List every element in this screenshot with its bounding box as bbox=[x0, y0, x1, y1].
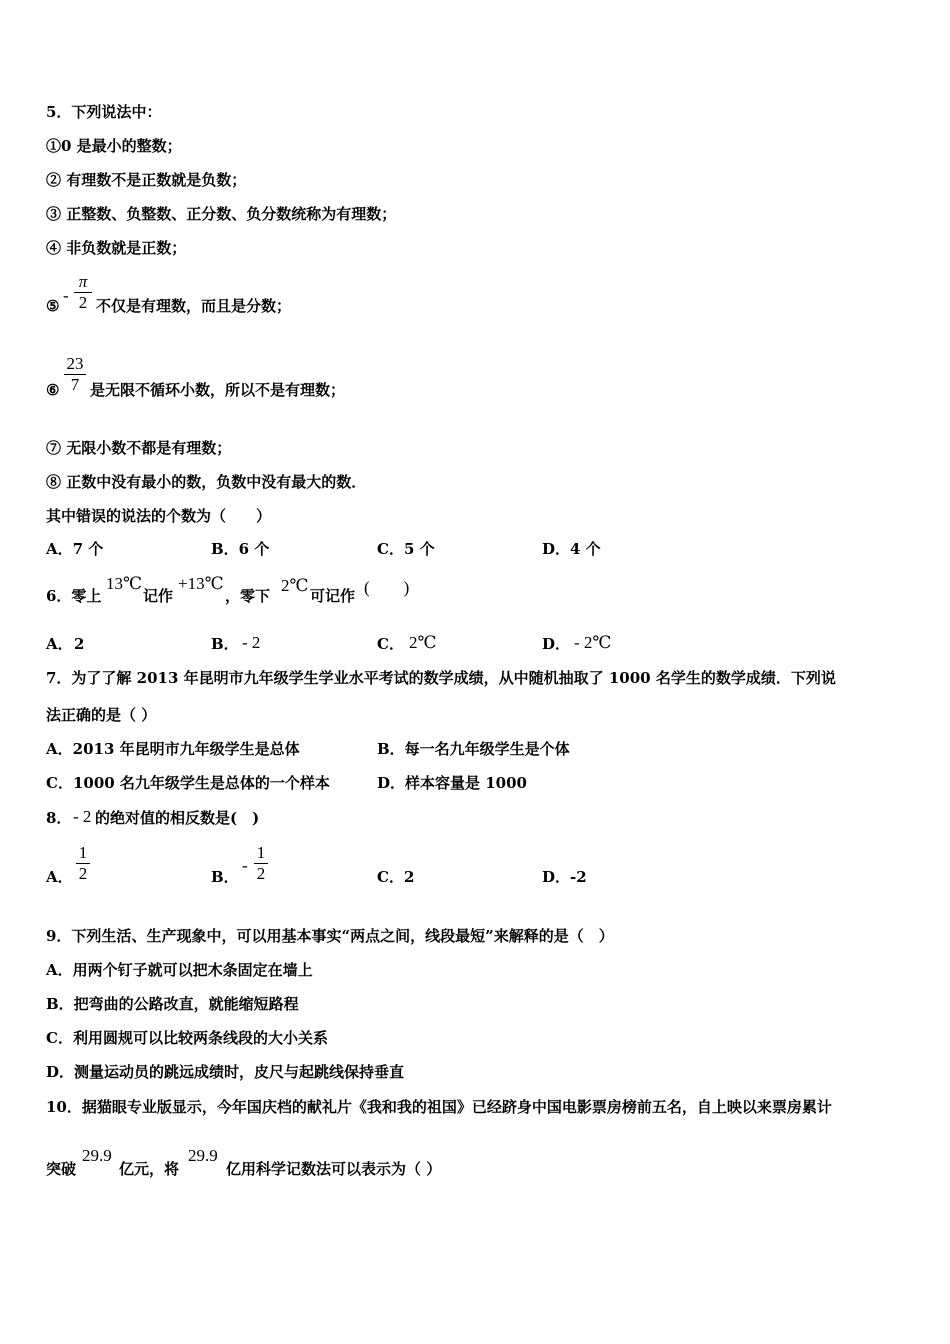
q5-ask: 其中错误的说法的个数为（ ） bbox=[46, 507, 272, 525]
q6-stem-part-3: ，零下 bbox=[225, 587, 271, 605]
q5-statement-5-text: 不仅是有理数，而且是分数； bbox=[96, 297, 292, 315]
q8-option-b-minus: - bbox=[242, 856, 248, 875]
q6-value-1: 13℃ bbox=[106, 574, 143, 593]
q5-stem: 5．下列说法中： bbox=[46, 103, 162, 121]
q5-statement-6-text: 是无限不循环小数，所以不是有理数； bbox=[90, 381, 346, 399]
q5-option-a: A．7 个 bbox=[46, 540, 104, 558]
q5-s6-numerator: 23 bbox=[66, 354, 84, 373]
q8-b-numerator: 1 bbox=[256, 843, 266, 862]
q10-stem-part-3: 亿用科学记数法可以表示为（ ） bbox=[226, 1160, 442, 1178]
q8-value: - 2 bbox=[73, 807, 92, 826]
q5-s6-denominator: 7 bbox=[70, 375, 80, 394]
q10-value-2: 29.9 bbox=[188, 1146, 218, 1165]
q10-value-1: 29.9 bbox=[82, 1146, 112, 1165]
q8-a-denominator: 2 bbox=[78, 864, 88, 883]
q7-stem-line-1: 7．为了了解 2013 年昆明市九年级学生学业水平考试的数学成绩，从中随机抽取了 1000 名学生的数学成绩．下列说 bbox=[46, 669, 836, 687]
q8-option-d: D．-2 bbox=[542, 868, 587, 886]
q5-option-d: D．4 个 bbox=[542, 540, 601, 558]
q6-option-a-value: 2 bbox=[74, 635, 85, 653]
q8-a-numerator: 1 bbox=[78, 843, 88, 862]
q5-s6-fraction bbox=[64, 354, 86, 395]
q8-option-b-fraction bbox=[254, 843, 268, 884]
q9-option-d: D．测量运动员的跳远成绩时，皮尺与起跳线保持垂直 bbox=[46, 1063, 405, 1081]
q6-stem-part-4: 可记作 bbox=[310, 587, 356, 605]
q5-statement-8: ⑧ 正数中没有最小的数，负数中没有最大的数． bbox=[46, 473, 367, 491]
q6-stem-part-2: 记作 bbox=[143, 587, 174, 605]
q5-option-b: B．6 个 bbox=[211, 540, 270, 558]
q6-option-b-label: B． bbox=[211, 635, 239, 653]
q8-stem-part-1: 8． bbox=[46, 809, 72, 827]
q5-s5-minus: - bbox=[63, 286, 69, 305]
q5-statement-6-mark: ⑥ bbox=[46, 381, 60, 399]
q7-option-d: D．样本容量是 1000 bbox=[377, 774, 527, 792]
q7-option-b: B．每一名九年级学生是个体 bbox=[377, 740, 570, 758]
q8-option-a-fraction bbox=[76, 843, 90, 884]
q6-option-c-label: C． bbox=[377, 635, 404, 653]
q6-option-b-value: - 2 bbox=[242, 633, 261, 652]
q8-b-denominator: 2 bbox=[256, 864, 266, 883]
q8-option-a-label: A． bbox=[46, 868, 73, 886]
q10-stem-part-1: 突破 bbox=[46, 1160, 77, 1178]
q5-option-c: C．5 个 bbox=[377, 540, 435, 558]
q9-option-c: C．利用圆规可以比较两条线段的大小关系 bbox=[46, 1029, 328, 1047]
q5-statement-2: ② 有理数不是正数就是负数； bbox=[46, 171, 247, 189]
q5-s5-denominator: 2 bbox=[78, 293, 88, 312]
q5-statement-1: ①0 是最小的整数； bbox=[46, 137, 182, 155]
q6-value-3: 2℃ bbox=[281, 576, 309, 595]
q10-stem-line-1: 10．据猫眼专业版显示，今年国庆档的献礼片《我和我的祖国》已经跻身中国电影票房榜前五名，自上映以来票房累计 bbox=[46, 1098, 832, 1116]
q5-s5-numerator: π bbox=[78, 272, 88, 291]
q6-option-a-label: A． bbox=[46, 635, 73, 653]
q5-statement-5-mark: ⑤ bbox=[46, 297, 60, 315]
q6-stem-part-1: 6．零上 bbox=[46, 587, 102, 605]
q6-option-c-value: 2℃ bbox=[409, 633, 437, 652]
q5-statement-7: ⑦ 无限小数不都是有理数； bbox=[46, 439, 232, 457]
q8-option-b-label: B． bbox=[211, 868, 239, 886]
q6-option-d-value: - 2℃ bbox=[574, 633, 612, 652]
q8-stem-part-2: 的绝对值的相反数是( ) bbox=[95, 809, 260, 827]
q5-statement-4: ④ 非负数就是正数； bbox=[46, 239, 187, 257]
q7-stem-line-2: 法正确的是（ ） bbox=[46, 706, 157, 724]
q5-s5-fraction bbox=[74, 272, 92, 313]
q7-option-c: C．1000 名九年级学生是总体的一个样本 bbox=[46, 774, 330, 792]
q6-option-d-label: D． bbox=[542, 635, 571, 653]
q5-statement-3: ③ 正整数、负整数、正分数、负分数统称为有理数； bbox=[46, 205, 397, 223]
q8-option-c: C．2 bbox=[377, 868, 415, 886]
q9-stem: 9．下列生活、生产现象中，可以用基本事实“两点之间，线段最短”来解释的是（ ） bbox=[46, 927, 614, 945]
q10-stem-part-2: 亿元，将 bbox=[119, 1160, 180, 1178]
q6-value-2: +13℃ bbox=[178, 574, 224, 593]
q6-answer-blank: ( ) bbox=[364, 578, 410, 597]
q9-option-b: B．把弯曲的公路改直，就能缩短路程 bbox=[46, 995, 299, 1013]
q7-option-a: A．2013 年昆明市九年级学生是总体 bbox=[46, 740, 300, 758]
q9-option-a: A．用两个钉子就可以把木条固定在墙上 bbox=[46, 961, 313, 979]
